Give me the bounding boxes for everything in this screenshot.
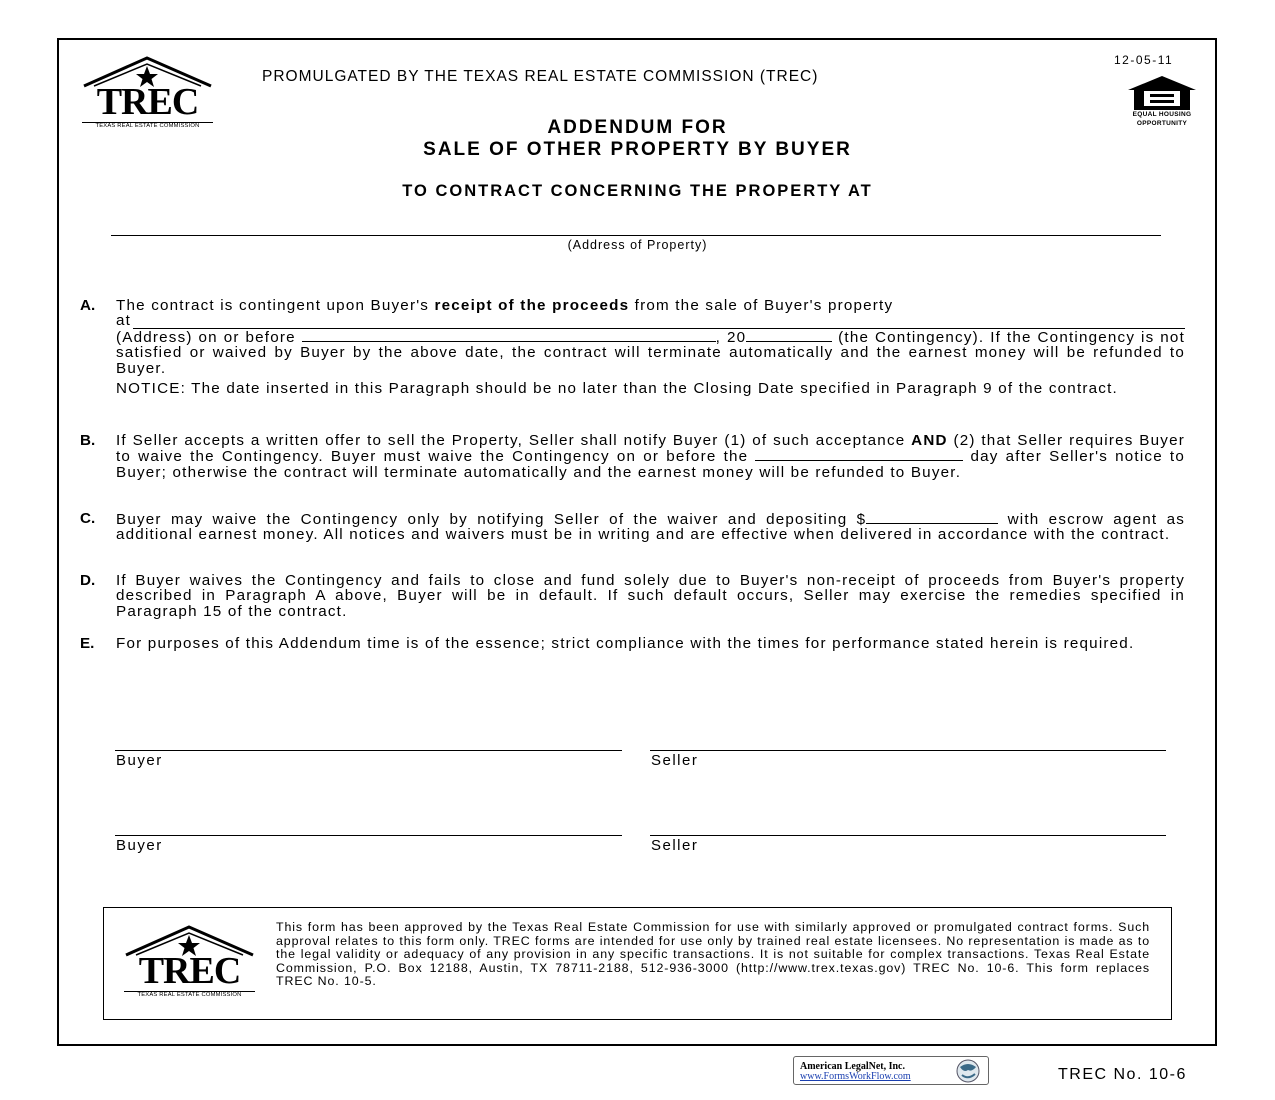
form-date-code: 12-05-11 — [1114, 53, 1174, 67]
para-b-letter: B. — [80, 432, 96, 449]
para-d-letter: D. — [80, 572, 96, 589]
para-a-text-end: from the sale of Buyer's property — [629, 297, 894, 314]
eho-line2: OPPORTUNITY — [1136, 120, 1188, 127]
para-b-end: day after Seller's notice to Buyer; otherwise the contract will terminate automatically and the earnest money will be refunded to Buyer. — [116, 448, 1186, 481]
promulgated-line: PROMULGATED BY THE TEXAS REAL ESTATE COMMISSION (TREC) — [262, 68, 819, 85]
footer-trec-logo — [122, 925, 257, 1000]
trec-logo-text: TREC — [96, 81, 199, 123]
trec-form-number: TREC No. 10-6 — [1058, 1066, 1187, 1083]
seller-label-2: Seller — [651, 837, 699, 854]
contingency-date-field[interactable] — [302, 329, 716, 342]
para-a-at: at — [116, 312, 132, 330]
buyer-signature-line-1[interactable] — [115, 750, 622, 751]
para-c-letter: C. — [80, 510, 96, 527]
contingency-year-field[interactable] — [746, 329, 832, 342]
para-b-bold: AND — [911, 432, 948, 449]
american-legalnet-badge[interactable] — [793, 1056, 989, 1085]
para-a-text-start: The contract is contingent upon Buyer's — [116, 297, 435, 314]
para-b-start: If Seller accepts a written offer to sell the Property, Seller shall notify Buyer (1) of such acceptance — [116, 432, 912, 449]
para-c — [116, 511, 1185, 543]
title-line-2: SALE OF OTHER PROPERTY BY BUYER — [423, 139, 852, 160]
para-a-bold: receipt of the proceeds — [434, 297, 630, 314]
buyer-label-1: Buyer — [116, 752, 163, 769]
trec-logo-subtitle: TEXAS REAL ESTATE COMMISSION — [95, 123, 200, 129]
eho-line1: EQUAL HOUSING — [1132, 111, 1192, 118]
para-a-notice: NOTICE: The date inserted in this Paragraph should be no later than the Closing Date specified in Paragraph 9 of the contract. — [116, 380, 1118, 398]
para-b — [116, 433, 1185, 480]
address-caption: (Address of Property) — [567, 238, 708, 252]
waiver-days-field[interactable] — [755, 448, 963, 461]
seller-label-1: Seller — [651, 752, 699, 769]
buyer-property-address-field[interactable] — [133, 316, 1185, 329]
seller-signature-line-2[interactable] — [650, 835, 1166, 836]
equal-housing-icon — [1122, 74, 1202, 112]
footer-trec-logo-text: TREC — [138, 950, 241, 992]
para-a-letter: A. — [80, 297, 96, 314]
approval-notice-text: This form has been approved by the Texas Real Estate Commission for use with similarly approved or promulgated contract forms. Such approval relates to this form only. TREC forms are intended for use only by trained real estate licensees. No representation is made as to the legal validity or adequacy of any provision in any specific transactions. It is not suitable for complex transactions. Texas Real Estate Commission, P.O. Box 12188, Austin, TX 78711-2188, 512-936-3000 (http://www.trex.texas.gov) TREC No. 10-6. This form replaces TREC No. 10-5. — [276, 920, 1150, 989]
para-b-mid: (2) that Seller requires Buyer to waive the Contingency. Buyer must waive the Contingency on or before the — [116, 432, 1185, 466]
para-a-address-label: (Address) on or before — [116, 328, 296, 346]
title-line-1: ADDENDUM FOR — [547, 117, 728, 138]
para-a-year-prefix: , 20 — [715, 328, 747, 346]
seller-signature-line-1[interactable] — [650, 750, 1166, 751]
para-c-start: Buyer may waive the Contingency only by notifying Seller of the waiver and depositing $ — [116, 511, 867, 528]
alnet-name: American LegalNet, Inc. — [800, 1061, 905, 1072]
para-a-body — [116, 329, 1185, 376]
para-a-line1 — [116, 298, 1185, 313]
para-a-rest: (the Contingency). If the Contingency is not satisfied or waived by Buyer by the above date, the contract will terminate automatically and the earnest money will be refunded to Buyer. — [116, 328, 1185, 377]
alnet-url[interactable]: www.FormsWorkFlow.com — [800, 1071, 911, 1082]
para-e: For purposes of this Addendum time is of the essence; strict compliance with the times for performance stated herein is required. — [116, 635, 1135, 652]
property-address-field[interactable] — [111, 235, 1161, 236]
title-line-3: TO CONTRACT CONCERNING THE PROPERTY AT — [402, 182, 873, 200]
globe-icon — [954, 1058, 982, 1084]
buyer-label-2: Buyer — [116, 837, 163, 854]
additional-earnest-money-field[interactable] — [866, 511, 998, 524]
para-c-end: with escrow agent as additional earnest money. All notices and waivers must be in writing and are effective when delivered in accordance with the contract. — [116, 511, 1186, 544]
footer-trec-logo-subtitle: TEXAS REAL ESTATE COMMISSION — [137, 992, 242, 998]
para-d: If Buyer waives the Contingency and fails to close and fund solely due to Buyer's non-receipt of proceeds from Buyer's property described in Paragraph A above, Buyer will be in default. If such default occurs, Seller may exercise the remedies specified in Paragraph 15 of the contract. — [116, 572, 1185, 620]
para-e-letter: E. — [80, 635, 95, 652]
para-a — [116, 298, 1185, 396]
para-a-at-row — [116, 313, 1185, 328]
buyer-signature-line-2[interactable] — [115, 835, 622, 836]
